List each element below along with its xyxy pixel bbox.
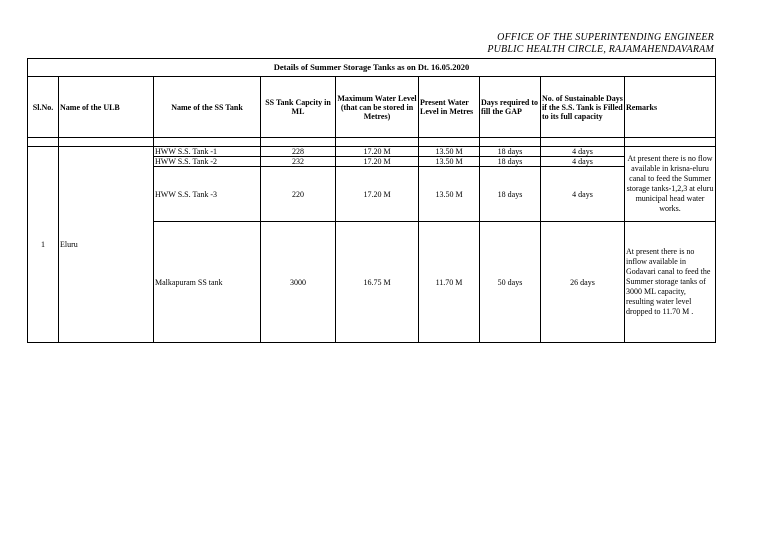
cell-present-level: 13.50 M — [419, 147, 480, 157]
col-header-days-gap: Days required to fill the GAP — [480, 77, 541, 138]
cell-days-gap: 18 days — [480, 157, 541, 167]
cell-sustainable: 4 days — [541, 167, 625, 222]
cell-sustainable: 4 days — [541, 147, 625, 157]
cell-ulb: Eluru — [59, 147, 154, 343]
cell-capacity: 220 — [261, 167, 336, 222]
cell-remarks: At present there is no inflow available in Godavari canal to feed the Summer storage tanks of 3000 ML capacity, resulting water level dropped to 11.70 M . — [625, 222, 716, 343]
cell-max-level: 16.75 M — [336, 222, 419, 343]
cell-tank: Malkapuram SS tank — [154, 222, 261, 343]
col-header-max-level: Maximum Water Level (that can be stored in Metres) — [336, 77, 419, 138]
col-header-tank: Name of the SS Tank — [154, 77, 261, 138]
cell-slno: 1 — [28, 147, 59, 343]
cell-tank: HWW S.S. Tank -1 — [154, 147, 261, 157]
cell-max-level: 17.20 M — [336, 157, 419, 167]
cell-capacity: 232 — [261, 157, 336, 167]
table-title: Details of Summer Storage Tanks as on Dt. 16.05.2020 — [28, 59, 716, 77]
col-header-present-level: Present Water Level in Metres — [419, 77, 480, 138]
col-header-slno: Sl.No. — [28, 77, 59, 138]
spacer-row — [28, 138, 716, 147]
cell-max-level: 17.20 M — [336, 167, 419, 222]
cell-sustainable: 26 days — [541, 222, 625, 343]
cell-max-level: 17.20 M — [336, 147, 419, 157]
office-title: OFFICE OF THE SUPERINTENDING ENGINEER — [497, 32, 714, 43]
cell-present-level: 13.50 M — [419, 157, 480, 167]
office-subtitle: PUBLIC HEALTH CIRCLE, RAJAMAHENDAVARAM — [487, 44, 714, 55]
cell-present-level: 13.50 M — [419, 167, 480, 222]
cell-capacity: 228 — [261, 147, 336, 157]
cell-tank: HWW S.S. Tank -3 — [154, 167, 261, 222]
cell-sustainable: 4 days — [541, 157, 625, 167]
cell-tank: HWW S.S. Tank -2 — [154, 157, 261, 167]
storage-tanks-table — [27, 58, 716, 343]
cell-days-gap: 18 days — [480, 147, 541, 157]
col-header-sustainable: No. of Sustainable Days if the S.S. Tank is Filled to its full capacity — [541, 77, 625, 138]
cell-remarks: At present there is no flow available in krisna-eluru canal to feed the Summer storage tanks-1,2,3 at eluru municipal head water works. — [625, 147, 716, 222]
cell-days-gap: 18 days — [480, 167, 541, 222]
office-header — [487, 32, 714, 56]
col-header-capacity: SS Tank Capcity in ML — [261, 77, 336, 138]
col-header-ulb: Name of the ULB — [59, 77, 154, 138]
cell-capacity: 3000 — [261, 222, 336, 343]
cell-present-level: 11.70 M — [419, 222, 480, 343]
cell-days-gap: 50 days — [480, 222, 541, 343]
table-row — [28, 147, 716, 157]
col-header-remarks: Remarks — [625, 77, 716, 138]
